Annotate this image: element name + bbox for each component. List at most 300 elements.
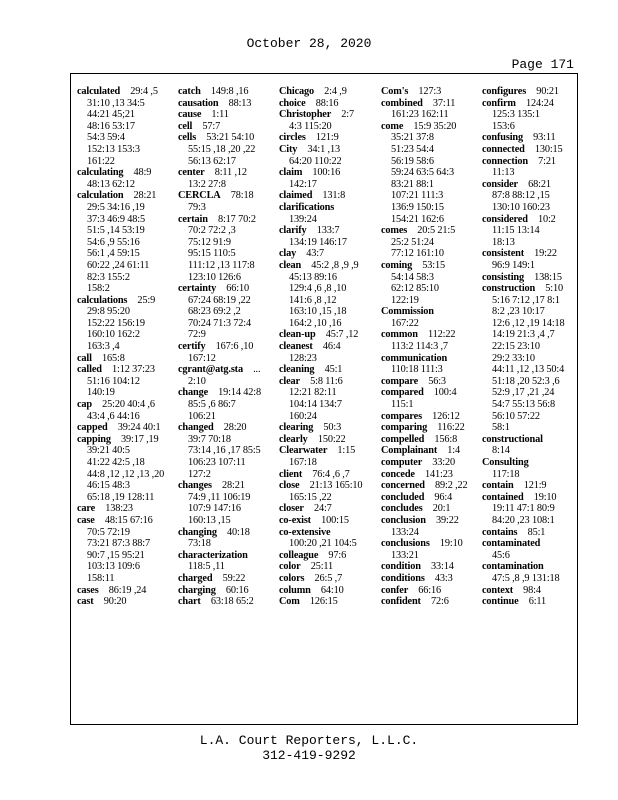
index-continuation [279, 411, 373, 423]
index-refs: 141:6 ,8 ,12 [289, 294, 337, 306]
index-entry [482, 585, 576, 597]
footer-phone: 312-419-9292 [262, 748, 356, 763]
header-date: October 28, 2020 [246, 36, 372, 51]
index-continuation [482, 121, 576, 133]
index-refs: 163:3 ,4 [87, 341, 120, 353]
index-refs: 87:8 88:12 ,15 [492, 190, 550, 202]
index-entry [381, 480, 475, 492]
index-continuation [482, 190, 576, 202]
index-refs: 48:16 53:17 [87, 120, 135, 132]
index-refs: 127:3 [408, 86, 442, 97]
index-refs: 39:24 40:1 [107, 422, 161, 434]
index-refs: 153:6 [492, 120, 515, 132]
index-refs: 45:7 ,12 [315, 329, 359, 341]
index-refs: 1:12 37:23 [101, 364, 155, 376]
index-refs: 100:20 ,21 104:5 [289, 538, 357, 550]
index-term: Chicago [279, 86, 314, 97]
index-continuation [482, 573, 576, 585]
index-refs: 44:8 ,12 ,12 ,13 ,20 [87, 468, 165, 480]
index-continuation [482, 109, 576, 121]
index-continuation [178, 156, 272, 168]
index-continuation [77, 573, 171, 585]
index-entry [77, 353, 171, 365]
index-refs: 130:15 [524, 143, 563, 155]
index-term: call [77, 352, 92, 364]
index-refs: 26:5 ,7 [304, 572, 343, 584]
index-refs: 43:4 ,6 44:16 [87, 410, 140, 422]
index-entry [482, 596, 576, 608]
index-term: color [279, 561, 301, 573]
index-term: common [381, 329, 418, 341]
index-term: combined [381, 97, 423, 109]
index-term: closer [279, 503, 304, 515]
index-refs: 51:23 54:4 [391, 143, 434, 155]
index-entry [178, 132, 272, 144]
index-entry [279, 480, 373, 492]
index-refs: 77:12 161:10 [391, 248, 444, 260]
index-refs: 78:18 [220, 190, 254, 202]
index-entry [178, 121, 272, 133]
index-continuation [279, 295, 373, 307]
index-refs: 124:24 [515, 97, 554, 109]
index-continuation [482, 399, 576, 411]
index-refs: 51:16 104:12 [87, 375, 140, 387]
index-refs: 20:1 [422, 503, 451, 515]
index-entry [279, 329, 373, 341]
index-refs: 56:3 [418, 375, 446, 387]
index-entry [381, 411, 475, 423]
index-term: comparing [381, 422, 428, 434]
index-refs: 84:20 ,23 108:1 [492, 514, 555, 526]
index-term: contaminated [482, 538, 541, 550]
index-refs: 25:9 [127, 294, 156, 306]
index-continuation [482, 295, 576, 307]
index-entry [178, 596, 272, 608]
index-refs: 39:22 [425, 514, 459, 526]
index-continuation [77, 538, 171, 550]
index-entry [178, 214, 272, 226]
index-entry [381, 538, 475, 550]
index-refs: 56:19 58:6 [391, 155, 434, 167]
index-refs: 133:7 [306, 225, 340, 237]
index-refs: 46:4 [312, 341, 341, 353]
index-entry [482, 527, 576, 539]
footer-company: L.A. Court Reporters, L.L.C. [199, 733, 419, 748]
index-refs: 6:11 [518, 596, 547, 608]
index-term: close [279, 480, 300, 492]
index-term: calculated [77, 86, 121, 97]
index-refs: 110:18 111:3 [391, 364, 443, 376]
index-entry [482, 98, 576, 110]
index-continuation [482, 550, 576, 562]
index-refs: 127:2 [188, 468, 211, 480]
index-refs: 156:8 [424, 433, 458, 445]
index-continuation [279, 156, 373, 168]
index-term: calculations [77, 294, 128, 306]
index-term: change [178, 387, 208, 399]
index-refs: 95:15 110:5 [188, 248, 236, 260]
index-entry [482, 561, 576, 573]
index-refs: 19:14 42:8 [208, 387, 261, 399]
index-entry [482, 538, 576, 550]
index-continuation [279, 457, 373, 469]
index-entry [381, 434, 475, 446]
index-column-4 [381, 86, 475, 608]
index-entry [482, 457, 576, 469]
index-term: comes [381, 225, 408, 237]
index-entry [381, 329, 475, 341]
index-continuation [77, 387, 171, 399]
index-refs: 123:10 126:6 [188, 271, 241, 283]
index-refs: 73:21 87:3 88:7 [87, 538, 150, 550]
index-continuation [381, 295, 475, 307]
index-term: constructional [482, 433, 543, 445]
index-column-3 [279, 86, 373, 608]
index-continuation [178, 434, 272, 446]
index-term: client [279, 468, 303, 480]
index-term: concede [381, 468, 415, 480]
index-term: claimed [279, 190, 313, 202]
index-term: colors [279, 572, 305, 584]
index-continuation [178, 202, 272, 214]
index-entry [178, 527, 272, 539]
index-term: conclusion [381, 514, 426, 526]
index-refs: 126:12 [421, 410, 460, 422]
index-continuation [178, 179, 272, 191]
index-continuation [482, 202, 576, 214]
index-entry [482, 283, 576, 295]
index-refs: 167:22 [391, 317, 419, 329]
index-refs: 104:14 134:7 [289, 399, 342, 411]
index-continuation [178, 445, 272, 457]
index-term: conclusions [381, 538, 430, 550]
index-term: Com's [381, 86, 409, 97]
index-continuation [482, 515, 576, 527]
index-refs: 12:21 82:11 [289, 387, 337, 399]
index-refs: 43:7 [296, 248, 324, 260]
index-continuation [178, 376, 272, 388]
index-entry [482, 272, 576, 284]
index-continuation [77, 202, 171, 214]
index-continuation [178, 538, 272, 550]
index-refs: 138:15 [524, 271, 562, 283]
index-continuation [381, 283, 475, 295]
index-term: clearly [279, 433, 308, 445]
index-refs: 73:18 [188, 538, 211, 550]
index-column-1 [77, 86, 171, 608]
index-entry [279, 190, 373, 202]
index-refs: 19:22 [523, 248, 557, 260]
index-refs: 44:21 45;21 [87, 109, 135, 121]
index-entry [279, 469, 373, 481]
index-continuation [279, 179, 373, 191]
index-term: calculation [77, 190, 124, 202]
index-entry [279, 109, 373, 121]
index-term: CERCLA [178, 190, 221, 202]
index-term: certify [178, 341, 206, 353]
index-refs: 128:23 [289, 352, 317, 364]
index-refs: 121:9 [513, 480, 547, 492]
index-refs: 2:7 [331, 109, 354, 121]
index-refs: 167:18 [289, 457, 317, 468]
index-term: conditions [381, 572, 425, 584]
index-refs: 50:3 [313, 422, 342, 434]
index-term: concerned [381, 480, 425, 492]
index-refs: 86:19 ,24 [98, 584, 147, 596]
index-refs: 125:3 135:1 [492, 109, 540, 121]
index-entry [381, 86, 475, 98]
index-continuation [381, 144, 475, 156]
index-entry [178, 387, 272, 399]
index-refs: 25:11 [300, 561, 334, 573]
index-refs: 54:7 55:13 56:8 [492, 399, 555, 411]
index-term: clarifications [279, 201, 335, 213]
index-refs: 126:15 [299, 596, 338, 608]
index-refs: 90:21 [526, 86, 559, 97]
index-refs: 117:18 [492, 468, 520, 480]
index-term: compared [381, 387, 424, 399]
index-refs: 51:5 ,14 53:19 [87, 225, 145, 237]
index-term: construction [482, 283, 536, 295]
index-continuation [279, 121, 373, 133]
index-continuation [381, 167, 475, 179]
index-refs: 5:8 11:6 [299, 375, 343, 387]
index-refs: 59:24 63:5 64:3 [391, 167, 454, 179]
index-continuation [482, 503, 576, 515]
index-term: co-exist [279, 514, 311, 526]
index-refs: 152:22 156:19 [87, 317, 145, 329]
index-refs: 122:19 [391, 294, 419, 306]
index-refs: 149:8 ,16 [200, 86, 249, 97]
index-continuation [381, 109, 475, 121]
index-continuation [279, 272, 373, 284]
index-refs: 64:20 110:22 [289, 155, 342, 167]
index-continuation [482, 469, 576, 481]
index-refs: 20:5 21:5 [407, 225, 456, 237]
index-term: circles [279, 132, 306, 144]
index-term: clearing [279, 422, 314, 434]
index-refs: 54:14 58:3 [391, 271, 434, 283]
index-refs: 89:2 ,22 [424, 480, 468, 492]
page-number: Page 171 [511, 57, 574, 72]
index-refs: 167:12 [188, 352, 216, 364]
index-continuation [381, 364, 475, 376]
index-entry [178, 190, 272, 202]
index-continuation [77, 561, 171, 573]
index-continuation [279, 318, 373, 330]
index-entry [77, 399, 171, 411]
index-entry [77, 503, 171, 515]
index-refs: 165:15 ,22 [289, 491, 332, 503]
index-refs: 160:24 [289, 410, 317, 422]
index-refs: 66:10 [216, 283, 249, 295]
index-continuation [77, 492, 171, 504]
index-term: come [381, 120, 404, 132]
index-refs: 22:15 23:10 [492, 341, 540, 353]
index-term: consider [482, 178, 518, 190]
index-refs: ... [242, 364, 261, 376]
index-entry [482, 179, 576, 191]
index-refs: 158:11 [87, 572, 115, 584]
index-refs: 100:16 [302, 167, 341, 179]
index-entry [77, 585, 171, 597]
index-continuation [381, 237, 475, 249]
index-refs: 56:1 ,4 59:15 [87, 248, 140, 260]
index-refs: 40:18 [216, 526, 250, 538]
index-entry [482, 434, 576, 446]
index-refs: 29:2 33:10 [492, 352, 535, 364]
index-refs: 118:5 ,11 [188, 561, 225, 573]
index-continuation [77, 283, 171, 295]
index-refs: 45:1 [314, 364, 343, 376]
index-refs: 8:14 [492, 445, 510, 457]
index-entry [381, 445, 475, 457]
index-refs: 107:9 147:16 [188, 503, 241, 515]
index-refs: 66:16 [408, 584, 441, 596]
index-continuation [178, 492, 272, 504]
index-continuation [279, 492, 373, 504]
index-refs: 28:21 [123, 190, 157, 202]
index-refs: 1:4 [437, 445, 460, 457]
index-term: cells [178, 132, 197, 144]
index-continuation [178, 248, 272, 260]
index-term: cleanest [279, 341, 313, 353]
index-entry [77, 515, 171, 527]
index-entry [482, 214, 576, 226]
index-column-5 [482, 86, 576, 608]
index-term: changing [178, 526, 217, 538]
index-refs: 134:19 146:17 [289, 236, 347, 248]
index-term: Consulting [482, 457, 529, 468]
index-continuation [381, 527, 475, 539]
index-continuation [77, 329, 171, 341]
index-term: Complainant [381, 445, 438, 457]
index-entry [178, 422, 272, 434]
index-continuation [178, 318, 272, 330]
index-refs: 45:6 [492, 549, 510, 561]
index-term: care [77, 503, 96, 515]
index-term: contamination [482, 561, 544, 573]
index-refs: 55:15 ,18 ,20 ,22 [188, 143, 256, 155]
index-continuation [482, 422, 576, 434]
index-refs: 85:5 ,6 86:7 [188, 399, 236, 411]
index-entry [279, 503, 373, 515]
index-term: clarify [279, 225, 307, 237]
index-refs: 70:5 72:19 [87, 526, 130, 538]
index-continuation [77, 121, 171, 133]
index-refs: 56:10 57:22 [492, 410, 540, 422]
index-entry [77, 422, 171, 434]
index-refs: 76:4 ,6 ,7 [302, 468, 350, 480]
index-refs: 68:23 69:2 ,2 [188, 306, 241, 318]
index-refs: 54:3 59:4 [87, 132, 125, 144]
index-entry [279, 248, 373, 260]
index-refs: 100:4 [423, 387, 457, 399]
index-continuation [279, 283, 373, 295]
index-column-2 [178, 86, 272, 608]
index-term: cap [77, 399, 92, 411]
index-refs: 138:23 [95, 503, 133, 515]
index-entry [279, 341, 373, 353]
index-continuation [482, 225, 576, 237]
index-entry [77, 167, 171, 179]
index-entry [279, 132, 373, 144]
index-refs: 152:13 153:3 [87, 143, 140, 155]
index-entry [279, 561, 373, 573]
index-refs: 28:21 [211, 480, 245, 492]
index-refs: 68:21 [517, 178, 551, 190]
index-entry [279, 202, 373, 214]
index-entry [77, 434, 171, 446]
index-entry [77, 86, 171, 98]
index-refs: 25:2 51:24 [391, 236, 434, 248]
index-refs: 103:13 109:6 [87, 561, 140, 573]
index-continuation [178, 144, 272, 156]
index-refs: 90:20 [93, 596, 127, 608]
index-continuation [482, 387, 576, 399]
index-term: capping [77, 433, 111, 445]
index-refs: 107:21 111:3 [391, 190, 444, 202]
index-refs: 29:8 95:20 [87, 306, 130, 318]
index-refs: 53:15 [412, 259, 445, 271]
index-continuation [178, 353, 272, 365]
index-refs: 41:22 42:5 ,18 [87, 457, 145, 468]
index-term: cases [77, 584, 99, 596]
index-refs: 45:13 89:16 [289, 271, 337, 283]
index-entry [178, 480, 272, 492]
index-entry [178, 109, 272, 121]
index-refs: 29:5 34:16 ,19 [87, 201, 145, 213]
index-term: cgrant@atg.sta [178, 364, 243, 376]
index-entry [178, 550, 272, 562]
index-continuation [77, 445, 171, 457]
index-entry [279, 585, 373, 597]
index-refs: 37:3 46:9 48:5 [87, 213, 145, 225]
index-entry [381, 457, 475, 469]
index-refs: 44:11 ,12 ,13 50:4 [492, 364, 565, 376]
index-term: called [77, 364, 102, 376]
index-refs: 133:24 [391, 526, 419, 538]
index-refs: 96:4 [424, 491, 453, 503]
index-refs: 62:12 85:10 [391, 283, 439, 295]
index-refs: 100:15 [310, 514, 349, 526]
index-term: causation [178, 97, 219, 109]
index-refs: 37:11 [422, 97, 456, 109]
index-term: clean [279, 259, 302, 271]
index-continuation [178, 561, 272, 573]
index-entry [381, 98, 475, 110]
index-continuation [482, 445, 576, 457]
index-continuation [77, 411, 171, 423]
index-continuation [77, 260, 171, 272]
index-continuation [279, 214, 373, 226]
index-refs: 113:2 114:3 ,7 [391, 341, 448, 353]
index-refs: 85:1 [517, 526, 546, 538]
index-refs: 2:10 [188, 375, 206, 387]
index-refs: 158:2 [87, 283, 110, 295]
index-continuation [77, 248, 171, 260]
index-refs: 15:9 35:20 [403, 120, 457, 132]
index-continuation [178, 469, 272, 481]
index-term: charging [178, 584, 216, 596]
index-refs: 73:14 ,16 ,17 85:5 [188, 445, 261, 457]
index-term: calculating [77, 167, 124, 179]
index-refs: 43:3 [424, 572, 453, 584]
index-entry [178, 283, 272, 295]
index-entry [279, 434, 373, 446]
index-refs: 48:15 67:16 [94, 514, 153, 526]
index-term: compare [381, 375, 419, 387]
